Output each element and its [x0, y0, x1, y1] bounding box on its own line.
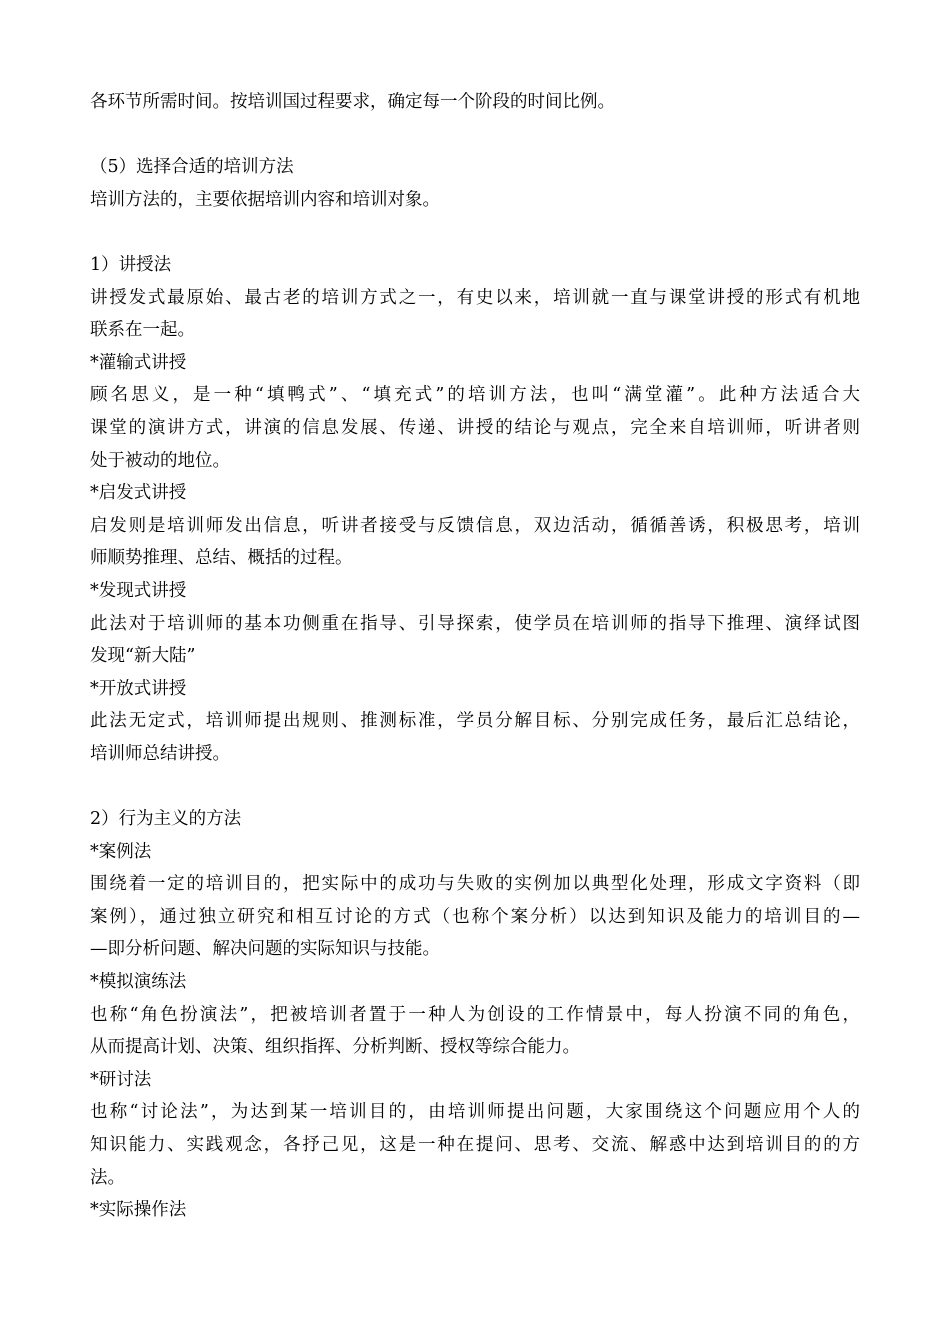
item-title: *开放式讲授 [90, 678, 187, 699]
paragraph-line: 法。 [90, 1167, 125, 1188]
paragraph-line: 此法对于培训师的基本功侧重在指导、引导探索，使学员在培训师的指导下推理、演绎试图 [90, 613, 860, 634]
item-title: *灌输式讲授 [90, 352, 187, 373]
item-title: *实际操作法 [90, 1200, 187, 1221]
paragraph-line: 也称“讨论法”，为达到某一培训目的，由培训师提出问题，大家围绕这个问题应用个人的 [90, 1102, 860, 1123]
item-title: *案例法 [90, 841, 152, 862]
paragraph-line: 顾名思义，是一种“填鸭式”、“填充式”的培训方法，也叫“满堂灌”。此种方法适合大 [90, 385, 860, 406]
item-title: *研讨法 [90, 1069, 152, 1090]
item-title: *模拟演练法 [90, 972, 187, 993]
blank-line [90, 770, 860, 803]
paragraph-line: 各环节所需时间。按培训国过程要求，确定每一个阶段的时间比例。 [90, 92, 615, 112]
paragraph-line: 此法无定式，培训师提出规则、推测标准，学员分解目标、分别完成任务，最后汇总结论， [90, 711, 860, 732]
paragraph-line: 也称“角色扮演法”，把被培训者置于一种人为创设的工作情景中，每人扮演不同的角色， [90, 1004, 860, 1025]
method-heading: 2）行为主义的方法 [90, 809, 242, 830]
paragraph-line: 联系在一起。 [90, 320, 195, 341]
paragraph-line: 围绕着一定的培训目的，把实际中的成功与失败的实例加以典型化处理，形成文字资料（即 [90, 874, 860, 895]
paragraph-line: 培训方法的，主要依据培训内容和培训对象。 [90, 189, 440, 210]
paragraph-line: 知识能力、实践观念，各抒己见，这是一种在提问、思考、交流、解惑中达到培训目的的方 [90, 1135, 860, 1155]
paragraph-line: 讲授发式最原始、最古老的培训方式之一，有史以来，培训就一直与课堂讲授的形式有机地 [90, 287, 860, 308]
paragraph-line: 启发则是培训师发出信息，听讲者接受与反馈信息，双边活动，循循善诱，积极思考，培训 [90, 515, 860, 536]
item-title: *启发式讲授 [90, 483, 187, 504]
paragraph-line: 案例），通过独立研究和相互讨论的方式（也称个案分析）以达到知识及能力的培训目的— [90, 906, 860, 927]
paragraph-line: 从而提高计划、决策、组织指挥、分析判断、授权等综合能力。 [90, 1037, 580, 1058]
paragraph-line: —即分析问题、解决问题的实际知识与技能。 [90, 939, 440, 960]
section-heading: （5）选择合适的培训方法 [90, 157, 294, 178]
paragraph-line: 师顺势推理、总结、概括的过程。 [90, 548, 353, 569]
paragraph-line: 课堂的演讲方式，讲演的信息发展、传递、讲授的结论与观点，完全来自培训师，听讲者则 [90, 417, 860, 438]
blank-line [90, 119, 860, 152]
paragraph-line: 处于被动的地位。 [90, 450, 230, 471]
paragraph-line: 发现“新大陆” [90, 646, 196, 667]
document-page [90, 86, 860, 1227]
paragraph-line: 培训师总结讲授。 [90, 743, 230, 764]
method-heading: 1）讲授法 [90, 254, 172, 275]
item-title: *发现式讲授 [90, 580, 187, 601]
blank-line [90, 216, 860, 249]
